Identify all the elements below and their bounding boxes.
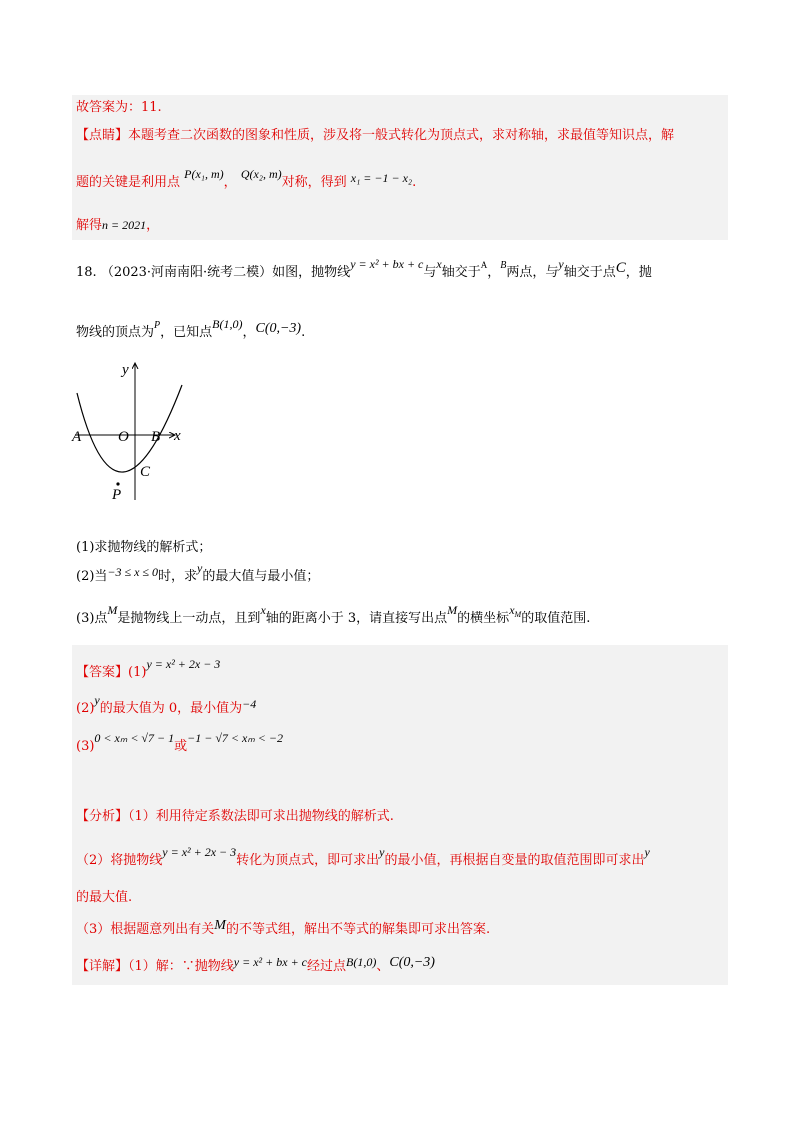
label-y: y <box>122 362 129 378</box>
label-a: A <box>72 429 82 445</box>
subquestion-3: (3)点M是抛物线上一动点，且到x轴的距离小于 3，请直接写出点M的横坐标$x_M$的取值范围. <box>76 603 591 626</box>
analysis-line-3: （3）根据题意列出有关M的不等式组，解出不等式的解集即可求出答案. <box>76 918 491 937</box>
solve-formula: n = 2021 <box>102 218 147 232</box>
point-c: C(0,−3) <box>255 321 302 336</box>
analysis-tag: 【分析】 <box>76 809 129 824</box>
label-p: P <box>112 487 122 503</box>
relation-formula: x₁ = −1 − x₂ <box>350 171 413 185</box>
answer-tag: 【答案】 <box>76 665 129 680</box>
comment-line: 【点睛】本题考查二次函数的图象和性质，涉及将一般式转化为顶点式，求对称轴，求最值等知识点，解 <box>76 128 675 143</box>
answer-range-2: −1 − √7 < xₘ < −2 <box>187 731 284 745</box>
label-x: x <box>174 428 181 444</box>
key-line: 题的关键是利用点 P(x₁, m)， Q(x₂, m)对称，得到 x₁ = −1 − x₂. <box>76 167 417 190</box>
point-q-formula: Q(x₂, m) <box>240 167 282 181</box>
solve-line: 解得n = 2021， <box>76 218 160 233</box>
analysis-line-2: （2）将抛物线y = x² + 2x − 3转化为顶点式，即可求出y的最小值，再根据自变量的取值范围即可求出y <box>76 845 650 868</box>
previous-answer-line: 故答案为：11. <box>76 100 162 115</box>
parabola-figure <box>70 360 200 505</box>
answer-equation: y = x² + 2x − 3 <box>146 657 221 671</box>
vertex-point <box>116 482 119 485</box>
question-number: 18. <box>76 265 97 280</box>
point-b: B(1,0) <box>212 317 243 331</box>
answer-range-1: 0 < xₘ < √7 − 1 <box>94 731 175 745</box>
label-b: B <box>151 429 161 445</box>
comment-tag: 【点睛】 <box>76 128 129 143</box>
detail-line-1: 【详解】（1）解：∵抛物线y = x² + bx + c经过点B(1,0)、C(0,−3) <box>76 955 435 974</box>
question-line-2: 物线的顶点为$^P$，已知点B(1,0)，C(0,−3). <box>76 317 306 340</box>
answer-line-2: (2)y的最大值为 0，最小值为−4 <box>76 693 257 716</box>
analysis-line-2-cont: 的最大值. <box>76 890 133 905</box>
detail-tag: 【详解】 <box>76 959 129 974</box>
previous-solution-block <box>72 95 728 240</box>
point-p-formula: P(x₁, m) <box>184 167 224 181</box>
answer-line-1: 【答案】(1)y = x² + 2x − 3 <box>76 657 221 680</box>
label-c: C <box>140 464 151 480</box>
subquestion-2: (2)当−3 ≤ x ≤ 0时，求y的最大值与最小值； <box>76 561 320 584</box>
parabola-equation: y = x² + bx + c <box>350 257 424 271</box>
label-o: O <box>118 429 129 445</box>
question-line-1: 18. （2023·河南南阳·统考二模）如图，抛物线y = x² + bx + c与x轴交于$^A$，$^B$两点，与y轴交于点C，抛 <box>76 257 652 280</box>
subquestion-1: (1)求抛物线的解析式； <box>76 540 212 555</box>
parabola-curve <box>77 385 182 472</box>
analysis-line-1: 【分析】（1）利用待定系数法即可求出抛物线的解析式. <box>76 809 394 824</box>
answer-line-3: (3)0 < xₘ < √7 − 1或−1 − √7 < xₘ < −2 <box>76 731 284 754</box>
